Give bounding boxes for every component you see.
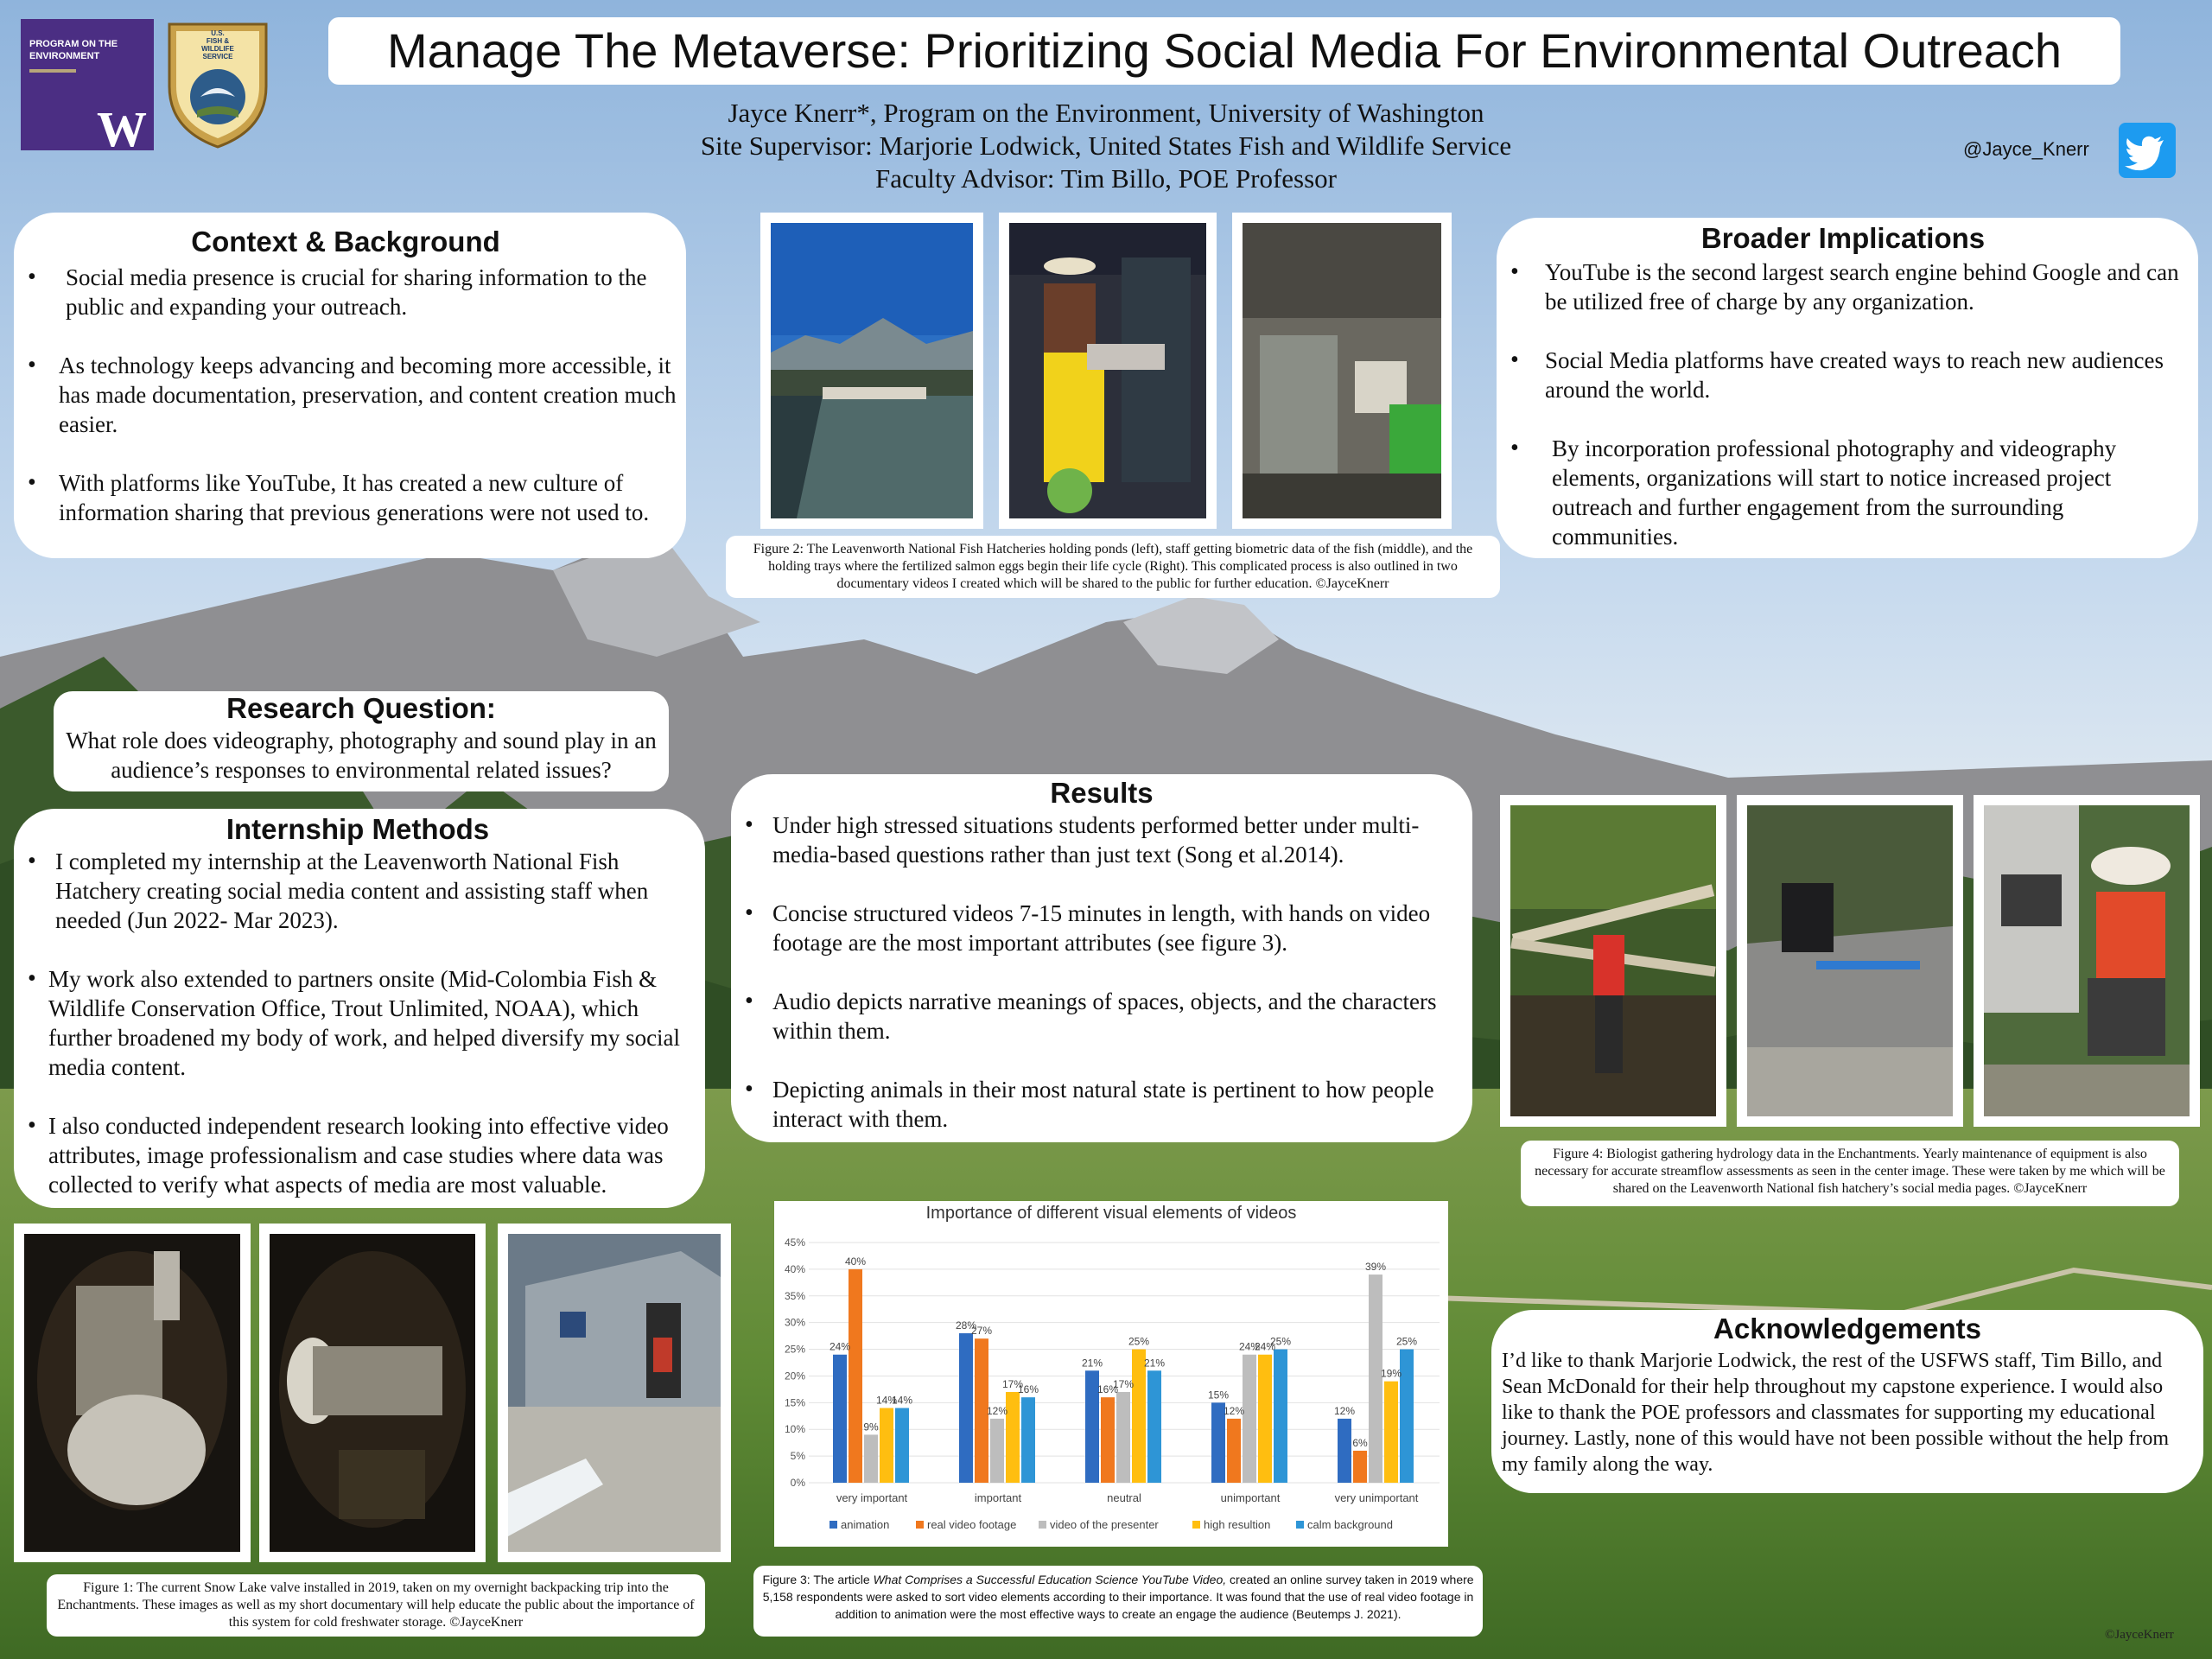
photo-streamflow-gauge (1737, 795, 1963, 1127)
data-label: 24% (829, 1340, 851, 1353)
legend-label: high resultion (1204, 1518, 1271, 1531)
legend-label: video of the presenter (1050, 1518, 1159, 1531)
x-tick-label: unimportant (1220, 1491, 1281, 1504)
context-heading: Context & Background (191, 226, 500, 257)
research-heading: Research Question: (226, 692, 496, 724)
bar-video-of-the-presenter (864, 1434, 878, 1483)
bar-calm-background (895, 1408, 909, 1483)
implications-heading: Broader Implications (1700, 222, 1986, 254)
bar-high-resultion (1006, 1392, 1020, 1483)
supervisor-line: Site Supervisor: Marjorie Lodwick, United States Fish and Wildlife Service (700, 130, 1512, 161)
legend-swatch (916, 1521, 924, 1529)
data-label: 9% (863, 1421, 879, 1433)
data-label: 19% (1380, 1367, 1402, 1380)
bar-video-of-the-presenter (1243, 1355, 1256, 1483)
y-tick-label: 15% (784, 1396, 805, 1409)
bar-animation (959, 1333, 973, 1483)
photo-valve-house (498, 1224, 731, 1562)
photo-egg-trays (1232, 213, 1452, 529)
broader-implications-panel (1497, 218, 2198, 558)
list-item: • My work also extended to partners onsite (Mid-Colombia Fish & Wildlife Conservation Office, Trout Unlimited, NOAA), which further broadened my body of work, and helped diversify my social media content. (14, 964, 702, 1082)
list-item: • Social Media platforms have created ways to reach new audiences around the world. (1497, 346, 2190, 404)
data-label: 12% (986, 1404, 1008, 1417)
legend-swatch (830, 1521, 837, 1529)
list-item: • Depicting animals in their most natural state is pertinent to how people interact with them. (731, 1075, 1472, 1134)
list-item: • Concise structured videos 7-15 minutes in length, with hands on video footage are the most important attributes (see figure 3). (731, 899, 1472, 957)
photo-biologist-stream (1500, 795, 1726, 1127)
data-label: 21% (1081, 1357, 1103, 1370)
x-tick-label: very unimportant (1334, 1491, 1419, 1504)
acknowledgements-panel (1491, 1310, 2203, 1493)
results-panel (731, 774, 1472, 1142)
methods-heading: Internship Methods (226, 813, 490, 845)
data-label: 17% (1001, 1377, 1024, 1390)
figure-2-caption: Figure 2: The Leavenworth National Fish Hatcheries holding ponds (left), staff getting biometric data of the fish (middle), and the holding trays where the fertilized salmon eggs begin their life cycle (Right). This complicated process is also outlined in two documentary videos I created which will be shared to the public for further education. ©JayceKnerr (726, 536, 1500, 598)
bar-calm-background (1274, 1350, 1287, 1483)
research-question-panel (54, 691, 669, 791)
bar-video-of-the-presenter (1116, 1392, 1130, 1483)
chart-title: Importance of different visual elements of videos (925, 1204, 1297, 1223)
x-tick-label: very important (836, 1491, 908, 1504)
advisor-line: Faculty Advisor: Tim Billo, POE Professor (875, 163, 1337, 194)
y-tick-label: 40% (784, 1262, 805, 1275)
figure-3-chart (774, 1201, 1448, 1547)
acknowledgements-text: I’d like to thank Marjorie Lodwick, the rest of the USFWS staff, Tim Billo, and Sean McDonald for their help throughout my capstone experience. I would also like to thank the POE professors and classmates for supporting my educational journey. Lastly, none of this would have not been possible without the help from my family along the way. (1502, 1350, 2170, 1476)
bar-high-resultion (1258, 1355, 1272, 1483)
data-label: 6% (1352, 1436, 1368, 1449)
data-label: 17% (1112, 1377, 1135, 1390)
data-label: 21% (1143, 1357, 1166, 1370)
internship-methods-panel (14, 809, 705, 1208)
data-label: 25% (1269, 1335, 1292, 1348)
list-item: • As technology keeps advancing and becoming more accessible, it has made documentation, preservation, and content creation much easier. (14, 351, 677, 439)
legend-swatch (1192, 1521, 1200, 1529)
photo-equipment-maintenance (1974, 795, 2200, 1127)
bar-chart (774, 1201, 1448, 1547)
data-label: 25% (1395, 1335, 1418, 1348)
legend-label: animation (841, 1518, 890, 1531)
data-label: 39% (1364, 1261, 1387, 1274)
copyright-mark: ©JayceKnerr (2105, 1628, 2174, 1642)
bar-high-resultion (880, 1408, 893, 1483)
y-tick-label: 45% (784, 1236, 805, 1249)
list-item: • By incorporation professional photography and videography elements, organizations will start to notice increased project outreach and further engagement from the surrounding communities. (1497, 434, 2190, 551)
x-tick-label: important (974, 1491, 1022, 1504)
y-tick-label: 10% (784, 1423, 805, 1436)
bar-high-resultion (1132, 1350, 1146, 1483)
fws-logo: U.S. FISH & WILDLIFE SERVICE (162, 17, 273, 152)
acknowledgements-heading: Acknowledgements (1713, 1313, 1981, 1344)
data-label: 14% (891, 1394, 913, 1407)
y-tick-label: 30% (784, 1316, 805, 1329)
author-block (605, 97, 1607, 195)
x-tick-label: neutral (1107, 1491, 1141, 1504)
author-line: Jayce Knerr*, Program on the Environment, University of Washington (728, 98, 1484, 128)
bar-calm-background (1147, 1370, 1161, 1483)
research-question-text: What role does videography, photography and sound play in an audience’s responses to environmental related issues? (66, 728, 657, 783)
bar-real-video-footage (1353, 1451, 1367, 1483)
bar-animation (1338, 1419, 1351, 1483)
legend-label: real video footage (927, 1518, 1017, 1531)
poster-title: Manage The Metaverse: Prioritizing Social Media For Environmental Outreach (328, 17, 2120, 85)
photo-holding-ponds (760, 213, 983, 529)
legend-label: calm background (1307, 1518, 1393, 1531)
photo-snow-lake-valve (14, 1224, 251, 1562)
legend-swatch (1296, 1521, 1304, 1529)
list-item: • With platforms like YouTube, It has created a new culture of information sharing that previous generations were not used to. (14, 468, 677, 527)
list-item: • I also conducted independent research looking into effective video attributes, image professionalism and case studies where data was collected to verify what aspects of media are most valuable. (14, 1111, 702, 1199)
bar-calm-background (1021, 1397, 1035, 1483)
data-label: 24% (1254, 1340, 1276, 1353)
y-tick-label: 25% (784, 1343, 805, 1356)
y-tick-label: 20% (784, 1370, 805, 1382)
twitter-handle[interactable]: @Jayce_Knerr (1963, 138, 2089, 160)
figure-4-caption: Figure 4: Biologist gathering hydrology data in the Enchantments. Yearly maintenance of equipment is also necessary for accurate streamflow assessments as seen in the center image. These were taken by me which will be shared on the Leavenworth National fish hatchery’s social media pages. ©JayceKnerr (1521, 1141, 2179, 1206)
data-label: 16% (1017, 1383, 1039, 1396)
bar-high-resultion (1384, 1382, 1398, 1483)
data-label: 14% (875, 1394, 898, 1407)
figure-3-caption: Figure 3: The article What Comprises a Successful Education Science YouTube Video, created an online survey taken in 2019 where 5,158 respondents were asked to sort video elements according to their importance. It was found that the use of real video footage in addition to animation were the most effective ways to create an engage the audience (Beutemps J. 2021). (753, 1566, 1483, 1637)
photo-valve-pipe-tunnel (259, 1224, 486, 1562)
list-item: • YouTube is the second largest search engine behind Google and can be utilized free of charge by any organization. (1497, 257, 2190, 316)
data-label: 12% (1223, 1404, 1245, 1417)
legend-swatch (1039, 1521, 1046, 1529)
bar-video-of-the-presenter (990, 1419, 1004, 1483)
context-background-panel (14, 213, 686, 558)
y-tick-label: 35% (784, 1289, 805, 1302)
data-label: 25% (1128, 1335, 1150, 1348)
data-label: 24% (1238, 1340, 1261, 1353)
twitter-icon[interactable] (2119, 123, 2176, 178)
y-tick-label: 0% (790, 1477, 805, 1489)
data-label: 12% (1333, 1404, 1356, 1417)
figure-1-caption: Figure 1: The current Snow Lake valve installed in 2019, taken on my overnight backpacking trip into the Enchantments. These images as well as my short documentary will help educate the public about the importance of this system for cold freshwater storage. ©JayceKnerr (47, 1574, 705, 1637)
list-item: • Under high stressed situations students performed better under multi-media-based questions rather than just text (Song et al.2014). (731, 810, 1472, 869)
bar-real-video-footage (1227, 1419, 1241, 1483)
bar-animation (833, 1355, 847, 1483)
list-item: • I completed my internship at the Leavenworth National Fish Hatchery creating social media content and assisting staff when needed (Jun 2022- Mar 2023). (14, 847, 702, 935)
data-label: 28% (955, 1319, 977, 1332)
data-label: 16% (1096, 1383, 1119, 1396)
bar-real-video-footage (849, 1269, 862, 1483)
bar-real-video-footage (1101, 1397, 1115, 1483)
uw-poe-logo: PROGRAM ON THE ENVIRONMENT W (21, 19, 154, 150)
data-label: 27% (970, 1325, 993, 1338)
photo-biometric-data (999, 213, 1217, 529)
y-tick-label: 5% (790, 1450, 805, 1463)
data-label: 15% (1207, 1389, 1230, 1402)
bar-calm-background (1400, 1350, 1414, 1483)
data-label: 40% (844, 1255, 867, 1268)
list-item: • Audio depicts narrative meanings of spaces, objects, and the characters within them. (731, 987, 1472, 1046)
results-heading: Results (1050, 777, 1154, 809)
list-item: • Social media presence is crucial for sharing information to the public and expanding your outreach. (14, 263, 677, 321)
